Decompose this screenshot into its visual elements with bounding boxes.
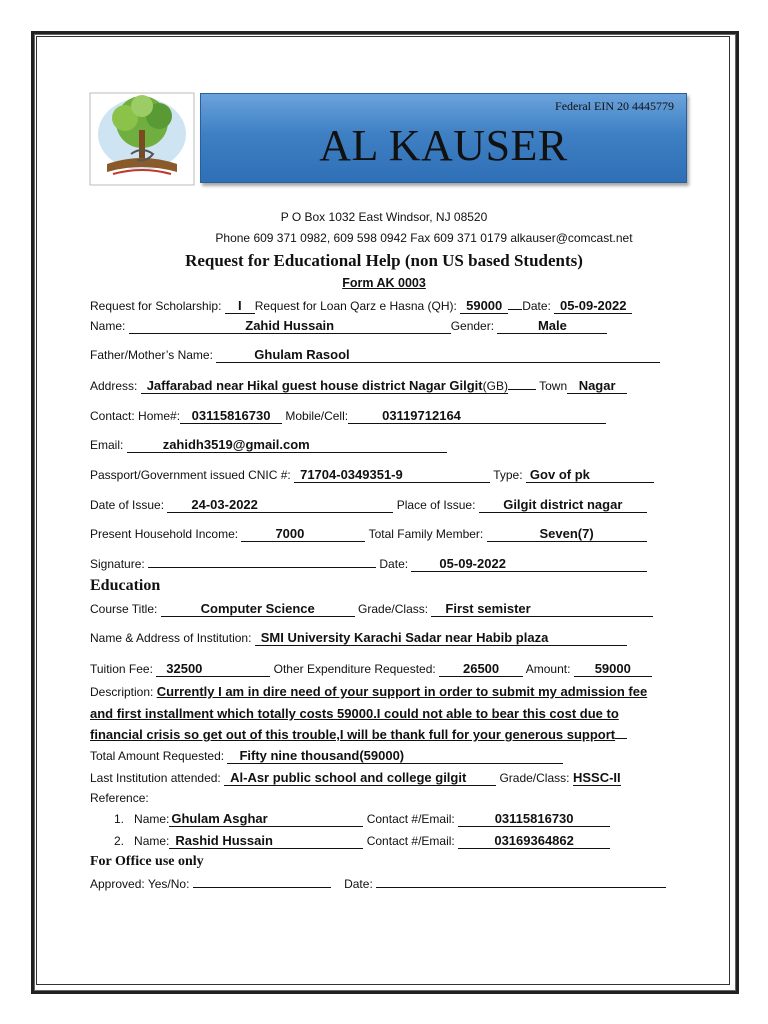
description-line-2: and first installment which totally costs 59000.I could not able to bear this cost due to [90,706,619,721]
education-heading: Education [90,577,161,594]
contact-row [90,409,606,424]
parent-label: Father/Mother’s Name: [90,348,213,362]
date-value: 05-09-2022 [554,299,632,314]
tuition-value: 32500 [156,662,270,677]
name-label: Name: [90,319,126,333]
description-line-1: Currently I am in dire need of your support in order to submit my admission fee [156,684,648,699]
family-label: Total Family Member: [368,527,484,541]
type-value: Gov of pk [526,468,654,483]
issue-place-label: Place of Issue: [396,498,476,512]
description-line-3: financial crisis so get out of this trouble,I will be thank full for your generous support [90,727,616,742]
org-banner [200,93,687,183]
total-row [90,749,563,764]
sig-date-label: Date: [379,557,409,571]
org-phone-line: Phone 609 371 0982, 609 598 0942 Fax 609 371 0179 alkauser@comcast.net [215,231,633,245]
home-phone-value: 03115816730 [180,409,282,424]
reference-contact-label: Contact #/Email: [366,834,455,848]
name-row [90,319,607,334]
issue-date-value: 24-03-2022 [167,498,393,513]
issue-place-value: Gilgit district nagar [479,498,647,513]
amount-label: Amount: [525,662,571,676]
sig-date-value: 05-09-2022 [411,557,647,572]
issue-date-label: Date of Issue: [90,498,165,512]
address-suffix: (GB) [482,379,508,393]
home-phone-label: Contact: Home#: [90,409,181,423]
last-grade-value: HSSC-II [572,770,621,785]
org-name: AL KAUSER [319,121,568,170]
mobile-label: Mobile/Cell: [285,409,349,423]
reference-num: 2. [114,834,125,848]
income-value: 7000 [241,527,365,542]
email-row [90,438,447,453]
reference-label: Reference: [90,791,149,805]
family-value: Seven(7) [487,527,647,542]
approved-line[interactable] [193,876,331,888]
reference-num: 1. [114,812,125,826]
reference-row [114,812,610,827]
address-row [90,378,627,394]
signature-label: Signature: [90,557,145,571]
reference-row [114,834,610,849]
total-amount-value: Fifty nine thousand(59000) [227,749,563,764]
last-institution-label: Last Institution attended: [90,771,221,785]
address-value: Jaffarabad near Hikal guest house district Nagar Gilgit [141,379,483,394]
income-label: Present Household Income: [90,527,239,541]
office-row [90,876,666,891]
office-date-label: Date: [344,877,373,891]
course-value: Computer Science [161,602,355,617]
scholarship-value: I [225,299,255,314]
town-label: Town [539,379,568,393]
grade-value: First semister [431,602,653,617]
description-row [90,684,647,699]
course-label: Course Title: [90,602,158,616]
other-expenditure-label: Other Expenditure Requested: [273,662,436,676]
gender-label: Gender: [450,319,495,333]
request-row [90,298,632,314]
reference-contact-value: 03115816730 [458,812,610,827]
reference-name-label: Name: [134,834,170,848]
cnic-label: Passport/Government issued CNIC #: [90,468,291,482]
reference-contact-label: Contact #/Email: [366,812,455,826]
other-expenditure-value: 26500 [439,662,523,677]
description-label: Description: [90,685,154,699]
approved-label: Approved: Yes/No: [90,877,190,891]
gender-value: Male [497,319,607,334]
cnic-value: 71704-0349351-9 [294,468,490,483]
type-label: Type: [493,468,523,482]
email-label: Email: [90,438,124,452]
last-institution-value: Al-Asr public school and college gilgit [224,771,496,786]
reference-name-value: Rashid Hussain [169,834,363,849]
institution-value: SMI University Karachi Sadar near Habib plaza [255,631,627,646]
cnic-row [90,468,654,483]
course-row [90,602,653,617]
tree-book-logo-icon [89,92,195,186]
institution-row [90,631,627,646]
reference-contact-value: 03169364862 [458,834,610,849]
signature-row [90,556,647,572]
income-row [90,527,647,542]
form-number: Form AK 0003 [342,276,426,290]
amount-value: 59000 [574,662,652,677]
town-value: Nagar [567,379,627,394]
tuition-row [90,662,652,677]
last-grade-label: Grade/Class: [499,771,570,785]
address-label: Address: [90,379,138,393]
loan-label: Request for Loan Qarz e Hasna (QH): [254,299,457,313]
scholarship-label: Request for Scholarship: [90,299,222,313]
mobile-value: 03119712164 [348,409,606,424]
office-heading: For Office use only [90,854,204,869]
description-line-2-row [90,706,619,721]
description-line-3-row [90,727,627,742]
request-title: Request for Educational Help (non US based Students) [185,251,583,270]
issue-row [90,498,647,513]
reference-name-label: Name: [134,812,170,826]
federal-ein: Federal EIN 20 4445779 [555,99,674,113]
org-address: P O Box 1032 East Windsor, NJ 08520 [280,210,488,224]
name-value: Zahid Hussain [129,319,451,334]
reference-label-row [90,791,149,805]
parent-value: Ghulam Rasool [216,348,660,363]
tuition-label: Tuition Fee: [90,662,153,676]
grade-label: Grade/Class: [358,602,429,616]
email-value: zahidh3519@gmail.com [127,438,447,453]
total-amount-label: Total Amount Requested: [90,749,225,763]
signature-line[interactable] [148,556,376,568]
office-date-line[interactable] [376,876,666,888]
date-label: Date: [522,299,551,313]
parent-row [90,348,660,363]
loan-value: 59000 [460,299,508,314]
last-institution-row [90,771,621,786]
institution-label: Name & Address of Institution: [90,631,252,645]
reference-name-value: Ghulam Asghar [169,812,363,827]
